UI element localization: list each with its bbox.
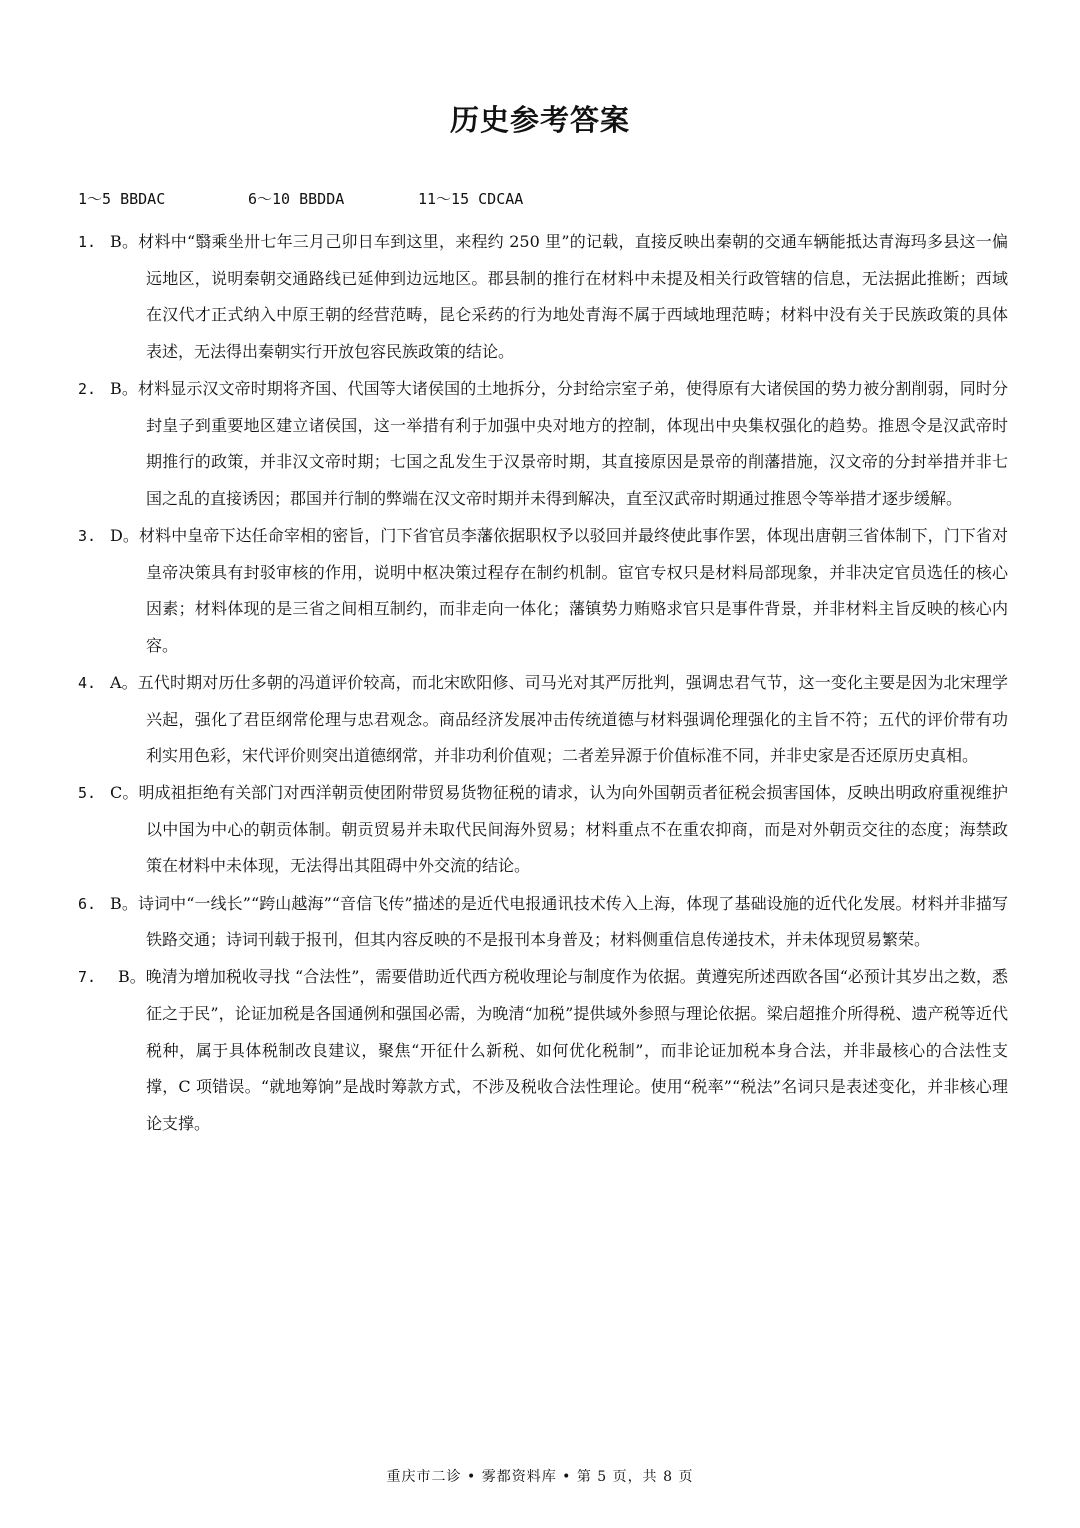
answer-explanation: B。晚清为增加税收寻找 “合法性”，需要借助近代西方税收理论与制度作为依据。黄遵宪所述西欧各国“必预计其岁出之数，悉征之于民”，论证加税是各国通例和强国必需，为晚清“加税”提供域外参照与理论依据。梁启超推介所得税、遗产税等近代税种，属于具体税制改良建议，聚焦“开征什么新税、如何优化税制”，而非论证加税本身合法，并非最核心的合法性支撑，C 项错误。“就地筹饷”是战时筹款方式，不涉及税收合法性理论。使用“税率”“税法”名词只是表述变化，并非核心理论支撑。: [118, 967, 1008, 1133]
page-title: 历史参考答案: [449, 103, 630, 137]
answer-number: 6.: [78, 894, 97, 913]
answer-key-11-15: 11～15 CDCAA: [418, 190, 524, 208]
answer-number: 5.: [78, 784, 97, 803]
answer-list: [78, 224, 1008, 1143]
answer-key-6-10: 6～10 BBDDA: [248, 190, 345, 208]
answer-item-4: [78, 665, 1008, 775]
answer-number: 1.: [78, 233, 97, 251]
answer-number: 2.: [78, 379, 97, 398]
answer-item-6: [78, 886, 1008, 959]
answer-explanation: B。诗词中“一线长”“跨山越海”“音信飞传”描述的是近代电报通讯技术传入上海，体现了基础设施的近代化发展。材料并非描写铁路交通；诗词刊载于报刊，但其内容反映的不是报刊本身普及；材料侧重信息传递技术，并未体现贸易繁荣。: [110, 893, 1008, 950]
page-footer: 重庆市二诊 • 雾都资料库 • 第 5 页，共 8 页: [386, 1469, 694, 1485]
answer-item-7: [78, 959, 1008, 1142]
answer-explanation: A。五代时期对历仕多朝的冯道评价较高，而北宋欧阳修、司马光对其严厉批判，强调忠君气节，这一变化主要是因为北宋理学兴起，强化了君臣纲常伦理与忠君观念。商品经济发展冲击传统道德与材料强调伦理强化的主旨不符；五代的评价带有功利实用色彩，宋代评价则突出道德纲常，并非功利价值观；二者差异源于价值标准不同，并非史家是否还原历史真相。: [110, 672, 1008, 766]
answer-explanation: C。明成祖拒绝有关部门对西洋朝贡使团附带贸易货物征税的请求，认为向外国朝贡者征税会损害国体，反映出明政府重视维护以中国为中心的朝贡体制。朝贡贸易并未取代民间海外贸易；材料重点不在重农抑商，而是对外朝贡交往的态度；海禁政策在材料中未体现，无法得出其阻碍中外交流的结论。: [110, 783, 1008, 876]
answer-number: 7.: [78, 968, 97, 987]
answer-explanation: D。材料中皇帝下达任命宰相的密旨，门下省官员李藩依据职权予以驳回并最终使此事作罢，体现出唐朝三省体制下，门下省对皇帝决策具有封驳审核的作用，说明中枢决策过程存在制约机制。宦官专权只是材料局部现象，并非决定官员选任的核心因素；材料体现的是三省之间相互制约，而非走向一体化；藩镇势力贿赂求官只是事件背景，并非材料主旨反映的核心内容。: [110, 525, 1008, 655]
answer-number: 4.: [78, 673, 97, 692]
answer-key-1-5: 1～5 BBDAC: [78, 190, 166, 208]
answer-item-3: [78, 518, 1008, 664]
answer-item-5: [78, 775, 1008, 885]
answer-item-1: [78, 224, 1008, 370]
answer-number: 3.: [78, 526, 97, 545]
answer-item-2: [78, 371, 1008, 517]
answer-key-row: [78, 188, 588, 209]
answer-explanation: B。材料显示汉文帝时期将齐国、代国等大诸侯国的土地拆分，分封给宗室子弟，使得原有大诸侯国的势力被分割削弱，同时分封皇子到重要地区建立诸侯国，这一举措有利于加强中央对地方的控制，体现出中央集权强化的趋势。推恩令是汉武帝时期推行的政策，并非汉文帝时期；七国之乱发生于汉景帝时期，其直接原因是景帝的削藩措施，汉文帝的分封举措并非七国之乱的直接诱因；郡国并行制的弊端在汉文帝时期并未得到解决，直至汉武帝时期通过推恩令等举措才逐步缓解。: [110, 378, 1008, 508]
answer-explanation: B。材料中“翳乘坐卅七年三月己卯日车到这里，来程约 250 里”的记载，直接反映出秦朝的交通车辆能抵达青海玛多县这一偏远地区，说明秦朝交通路线已延伸到边远地区。郡县制的推行在材料中未提及相关行政管辖的信息，无法据此推断；西域在汉代才正式纳入中原王朝的经营范畴，昆仑采药的行为地处青海不属于西域地理范畴；材料中没有关于民族政策的具体表述，无法得出秦朝实行开放包容民族政策的结论。: [110, 232, 1008, 361]
